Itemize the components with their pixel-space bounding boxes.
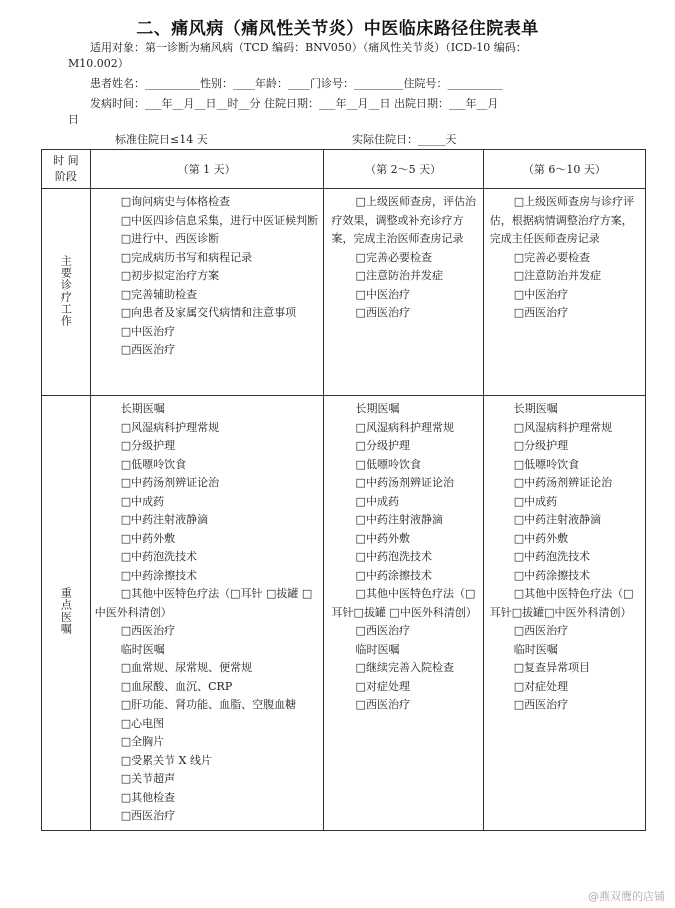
checkbox-item[interactable]: □完善必要检查	[513, 250, 591, 264]
pathway-table	[41, 149, 646, 831]
orders-day2-5	[323, 396, 483, 831]
checkbox-item[interactable]: □中药外敷	[120, 531, 176, 545]
checkbox-item[interactable]: □注意防治并发症	[513, 269, 602, 282]
checkbox-item[interactable]: □完善必要检查	[355, 250, 432, 264]
watermark: @燕双鹰的店铺	[588, 890, 665, 903]
checkbox-item[interactable]: □完成病历书写和病程记录	[120, 250, 253, 264]
checkbox-item[interactable]: □中药注射液静滴	[513, 513, 602, 526]
checkbox-item[interactable]: □西医治疗	[120, 624, 176, 637]
checkbox-item[interactable]: □西医治疗	[355, 698, 410, 711]
checkbox-item[interactable]: □其他中医特色疗法（□耳针□拔罐 □中医外科清创）	[331, 587, 477, 619]
main-work-day1	[90, 189, 323, 396]
checkbox-item[interactable]: □进行中、西医诊断	[120, 232, 220, 245]
checkbox-item[interactable]: □西医治疗	[120, 343, 176, 356]
main-work-day2-5	[323, 189, 483, 396]
checkbox-item[interactable]: □对症处理	[513, 679, 569, 693]
checkbox-item[interactable]: □中药泡洗技术	[513, 550, 591, 563]
checkbox-item[interactable]: □受累关节 X 线片	[120, 753, 212, 767]
onset-line-2: 日	[68, 113, 79, 126]
checkbox-item[interactable]: □中医四诊信息采集，进行中医证候判断	[120, 213, 319, 227]
order-section-label: 长期医嘱	[355, 402, 400, 415]
checkbox-item[interactable]: □西医治疗	[513, 698, 569, 711]
row-label-key-orders: 重点医嘱	[42, 396, 91, 831]
checkbox-item[interactable]: □血常规、尿常规、便常规	[120, 661, 253, 674]
checkbox-item[interactable]: □上级医师查房与诊疗评估，根据病情调整治疗方案，完成主任医师查房记录	[489, 195, 635, 245]
checkbox-item[interactable]: □继续完善入院检查	[355, 661, 454, 674]
checkbox-item[interactable]: □中成药	[120, 494, 165, 508]
col-header-day2-5: （第 2～5 天）	[323, 150, 483, 189]
checkbox-item[interactable]: □中药涂擦技术	[513, 568, 591, 582]
checkbox-item[interactable]: □初步拟定治疗方案	[120, 269, 220, 282]
order-section-label: 长期医嘱	[120, 402, 165, 415]
checkbox-item[interactable]: □风湿病科护理常规	[355, 420, 454, 434]
checkbox-item[interactable]: □对症处理	[355, 679, 410, 693]
checkbox-item[interactable]: □中药注射液静滴	[120, 513, 209, 526]
checkbox-item[interactable]: □关节超声	[120, 772, 176, 785]
checkbox-item[interactable]: □分级护理	[120, 439, 176, 452]
order-section-label: 临时医嘱	[120, 642, 165, 656]
checkbox-item[interactable]: □西医治疗	[513, 306, 569, 319]
checkbox-item[interactable]: □低嘌呤饮食	[513, 457, 580, 471]
checkbox-item[interactable]: □风湿病科护理常规	[120, 420, 220, 434]
page-title: 二、痛风病（痛风性关节炎）中医临床路径住院表单	[136, 19, 539, 39]
checkbox-item[interactable]: □全胸片	[120, 735, 165, 748]
checkbox-item[interactable]: □完善辅助检查	[120, 287, 198, 301]
col-header-day1: （第 1 天）	[90, 150, 323, 189]
checkbox-item[interactable]: □西医治疗	[355, 624, 410, 637]
checkbox-item[interactable]: □西医治疗	[120, 809, 176, 822]
applicable-line-1: 适用对象：第一诊断为痛风病（TCD 编码：BNV050）（痛风性关节炎）（ICD-10 编码：	[90, 41, 527, 54]
checkbox-item[interactable]: □中药汤剂辨证论治	[120, 476, 220, 489]
checkbox-item[interactable]: □其他中医特色疗法（□耳针□拔罐□中医外科清创）	[489, 587, 634, 619]
checkbox-item[interactable]: □中药泡洗技术	[355, 550, 432, 563]
checkbox-item[interactable]: □其他检查	[120, 790, 176, 804]
checkbox-item[interactable]: □询问病史与体格检查	[120, 195, 231, 208]
orders-day1	[90, 396, 323, 831]
order-section-label: 临时医嘱	[513, 642, 558, 656]
applicable-line-2: M10.002）	[68, 57, 129, 70]
checkbox-item[interactable]: □中药涂擦技术	[355, 568, 432, 582]
checkbox-item[interactable]: □中医治疗	[120, 324, 176, 338]
checkbox-item[interactable]: □中药外敷	[513, 531, 569, 545]
checkbox-item[interactable]: □中药汤剂辨证论治	[355, 476, 454, 489]
checkbox-item[interactable]: □中药汤剂辨证论治	[513, 476, 613, 489]
checkbox-item[interactable]: □西医治疗	[513, 624, 569, 637]
order-section-label: 长期医嘱	[513, 402, 558, 415]
checkbox-item[interactable]: □风湿病科护理常规	[513, 420, 613, 434]
checkbox-item[interactable]: □中医治疗	[355, 287, 410, 301]
checkbox-item[interactable]: □中药泡洗技术	[120, 550, 198, 563]
checkbox-item[interactable]: □复查异常项目	[513, 661, 591, 674]
checkbox-item[interactable]: □心电图	[120, 716, 165, 730]
row-label-main-work: 主要诊疗工作	[42, 189, 91, 396]
checkbox-item[interactable]: □中成药	[355, 494, 399, 508]
checkbox-item[interactable]: □中药涂擦技术	[120, 568, 198, 582]
checkbox-item[interactable]: □上级医师查房，评估治疗效果，调整或补充诊疗方案，完成主治医师查房记录	[331, 195, 476, 245]
checkbox-item[interactable]: □分级护理	[355, 439, 410, 452]
checkbox-item[interactable]: □中药注射液静滴	[355, 513, 443, 526]
patient-info-line: 患者姓名：__________性别：____年龄：____门诊号：_________住院号：__________	[90, 77, 503, 90]
checkbox-item[interactable]: □低嘌呤饮食	[120, 457, 187, 471]
checkbox-item[interactable]: □中药外敷	[355, 531, 410, 545]
stage-header: 时 间 阶段	[42, 150, 91, 189]
checkbox-item[interactable]: □中医治疗	[513, 287, 569, 301]
orders-day6-10	[483, 396, 645, 831]
checkbox-item[interactable]: □分级护理	[513, 439, 569, 452]
standard-stay: 标准住院日≤14 天	[115, 133, 208, 146]
checkbox-item[interactable]: □低嘌呤饮食	[355, 457, 421, 471]
order-section-label: 临时医嘱	[355, 642, 400, 656]
checkbox-item[interactable]: □肝功能、肾功能、血脂、空腹血糖	[120, 698, 297, 711]
col-header-day6-10: （第 6～10 天）	[483, 150, 645, 189]
checkbox-item[interactable]: □西医治疗	[355, 306, 410, 319]
checkbox-item[interactable]: □血尿酸、血沉、CRP	[120, 679, 233, 693]
checkbox-item[interactable]: □向患者及家属交代病情和注意事项	[120, 306, 297, 319]
checkbox-item[interactable]: □其他中医特色疗法（□耳针 □拔罐 □中医外科清创）	[94, 587, 313, 619]
onset-line-1: 发病时间：___年__月__日__时__分 住院日期：___年__月__日 出院日期：___年__月	[90, 97, 499, 110]
main-work-day6-10	[483, 189, 645, 396]
checkbox-item[interactable]: □注意防治并发症	[355, 269, 443, 282]
actual-stay: 实际住院日：_____天	[352, 133, 457, 146]
checkbox-item[interactable]: □中成药	[513, 494, 558, 508]
